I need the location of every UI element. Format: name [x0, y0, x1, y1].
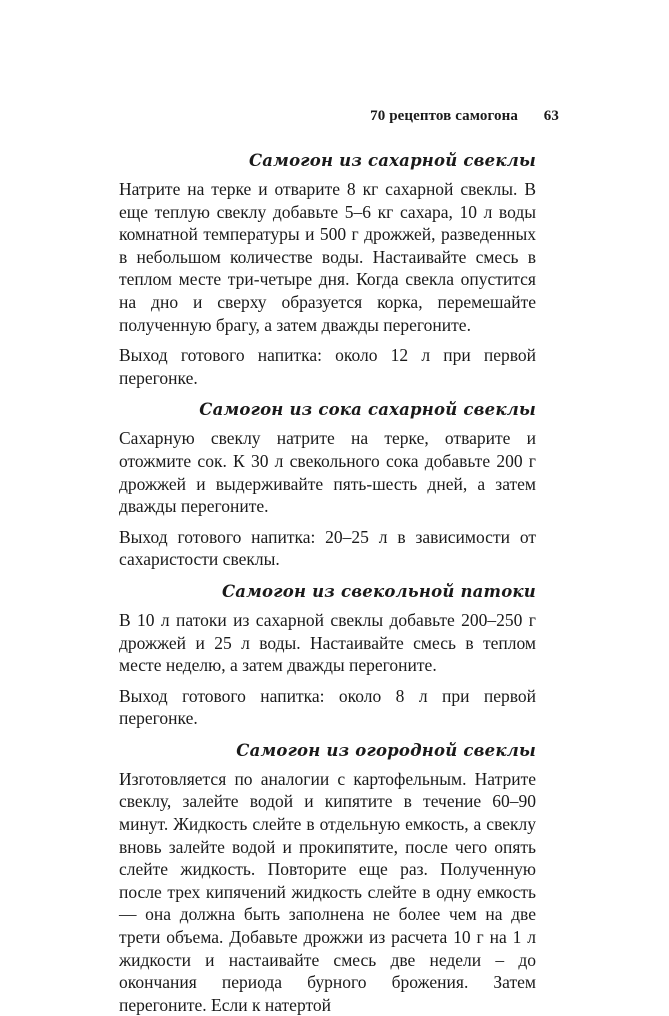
section-title: Самогон из огородной свеклы	[236, 740, 536, 760]
running-header	[370, 108, 559, 125]
paragraph: В 10 л патоки из сахарной свеклы добавьте 200–250 г дрожжей и 25 л воды. Настаивайте смесь в теплом месте неделю, а затем дважды перегоните.	[119, 609, 536, 676]
paragraph: Изготовляется по аналогии с картофельным. Натрите свеклу, залейте водой и кипятите в течение 60–90 минут. Жидкость слейте в отдельную емкость, а свеклу вновь залейте водой и прокипятите, после чего опять слейте жидкость. Повторите еще раз. Полученную после трех кипячений жидкость слейте в одну емкость — она должна быть заполнена не более чем на две трети объема. Добавьте дрожжи из расчета 10 г на 1 л жидкости и настаивайте смесь две недели – до окончания периода бурного брожения. Затем перегоните. Если к натертой	[119, 768, 536, 1015]
section-title: Самогон из сока сахарной свеклы	[199, 400, 536, 420]
page-number: 63	[543, 108, 559, 124]
paragraph: Выход готового напитка: около 8 л при первой перегонке.	[119, 685, 536, 729]
paragraph: Сахарную свеклу натрите на терке, отварите и отожмите сок. К 30 л свекольного сока добавьте 200 г дрожжей и выдерживайте пять-шесть дней, а затем дважды перегоните.	[119, 428, 536, 517]
book-title: 70 рецептов самогона	[370, 108, 518, 124]
recipe-section	[119, 148, 536, 389]
page-content	[119, 148, 536, 1016]
recipe-section	[119, 397, 536, 571]
paragraph: Натрите на терке и отварите 8 кг сахарной свеклы. В еще теплую свеклу добавьте 5–6 кг сахара, 10 л воды комнатной температуры и 500 г дрожжей, разведенных в небольшом количестве воды. Настаивайте смесь в теплом месте три-четыре дня. Когда свекла опустится на дно и сверху образуется корка, перемешайте полученную брагу, а затем дважды перегоните.	[119, 179, 536, 335]
section-title: Самогон из свекольной патоки	[221, 581, 536, 601]
paragraph: Выход готового напитка: 20–25 л в зависимости от сахаристости свеклы.	[119, 526, 536, 570]
recipe-section	[119, 738, 536, 1016]
recipe-section	[119, 579, 536, 730]
paragraph: Выход готового напитка: около 12 л при первой перегонке.	[119, 345, 536, 388]
section-title: Самогон из сахарной свеклы	[248, 151, 536, 170]
